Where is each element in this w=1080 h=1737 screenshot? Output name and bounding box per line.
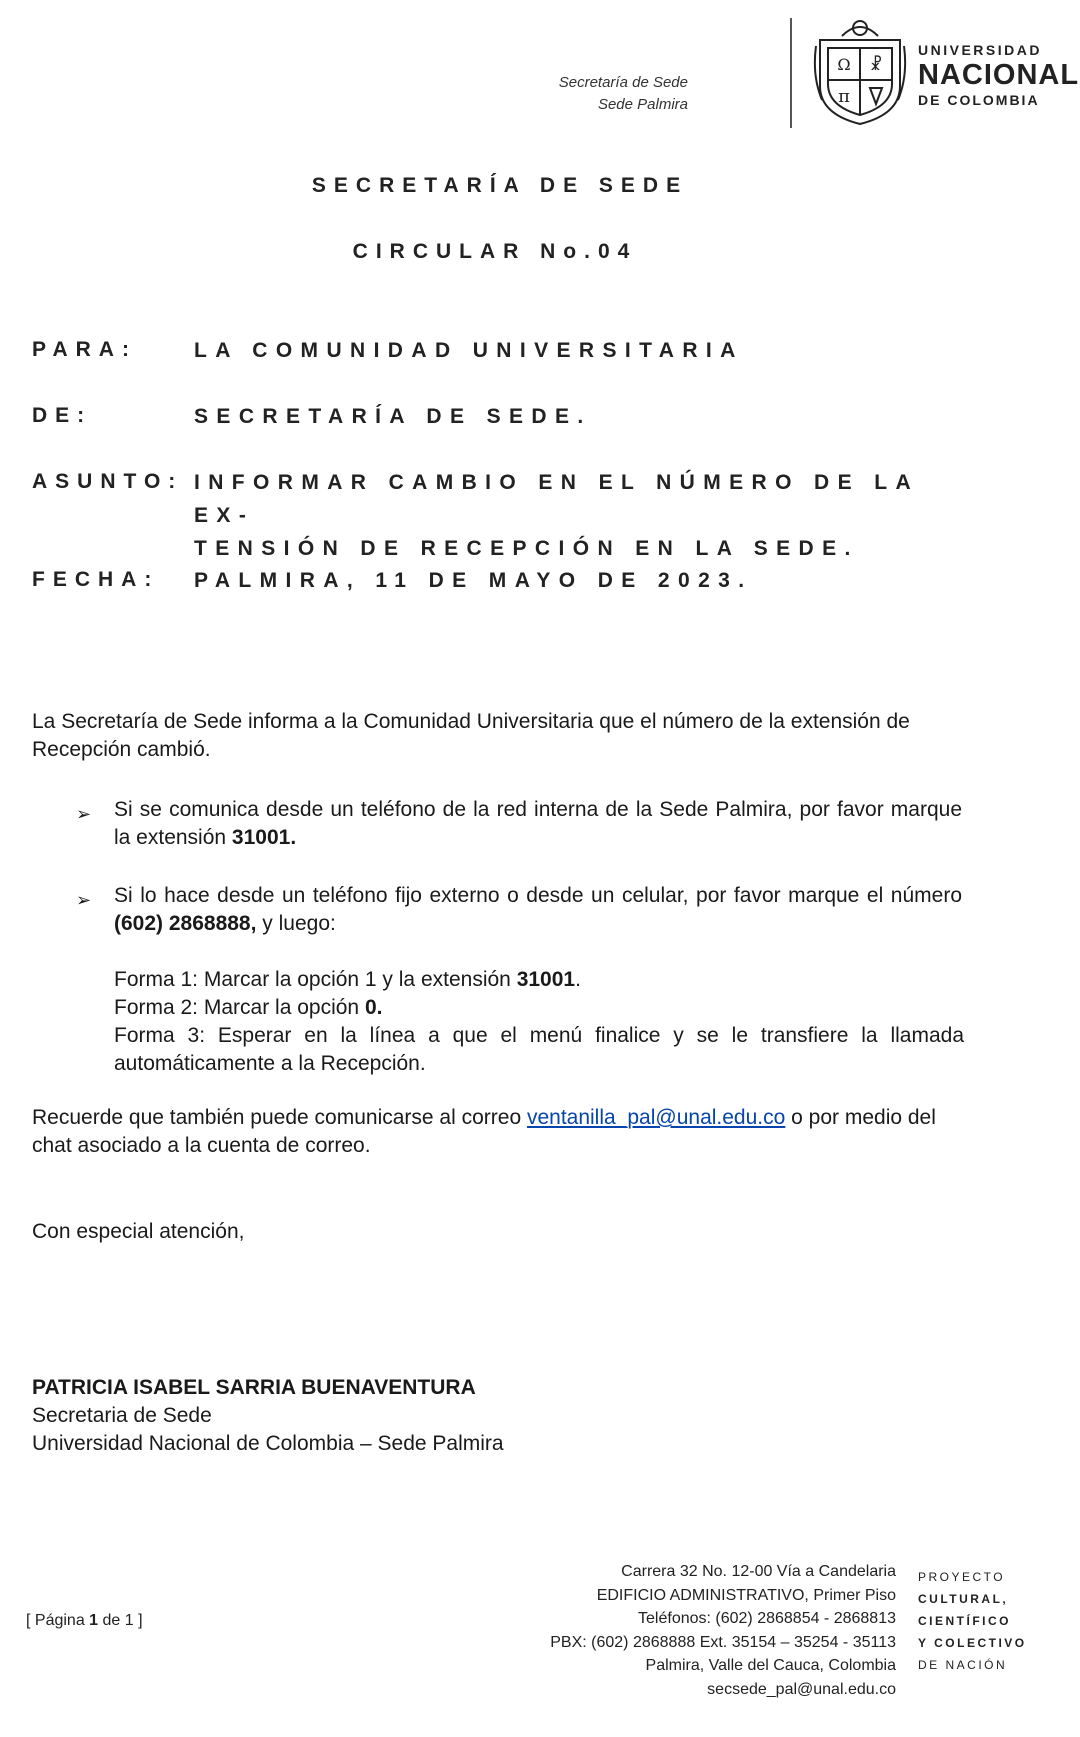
svg-text:☧: ☧ [869,55,883,74]
address-line: Teléfonos: (602) 2868854 - 2868813 [638,1610,896,1627]
address-line: Carrera 32 No. 12-00 Vía a Candelaria [621,1563,896,1580]
bullet-arrow-icon: ➢ [76,804,92,824]
forma-1 [114,966,964,994]
footer-address [550,1560,896,1701]
page-mid: de [98,1612,125,1629]
slogan-line: CIENTÍFICO [918,1614,1011,1628]
contact-text: Recuerde que también puede comunicarse al correo [32,1106,527,1129]
signer-name: PATRICIA ISABEL SARRIA BUENAVENTURA [32,1376,476,1399]
forma-2-text: Forma 2: Marcar la opción [114,996,365,1019]
signer-role: Secretaria de Sede [32,1404,212,1427]
address-line: EDIFICIO ADMINISTRATIVO, Primer Piso [596,1586,896,1604]
svg-text:π: π [838,86,850,107]
university-line-1: UNIVERSIDAD [918,42,1042,58]
bullet-internal-phone [114,796,962,852]
header-divider [790,18,792,128]
forma-1-text: Forma 1: Marcar la opción 1 y la extensión [114,968,517,991]
bullet-1-text: Si se comunica desde un teléfono de la red interna de la Sede Palmira, por favor marque la extensión [114,798,962,849]
address-line: PBX: (602) 2868888 Ext. 35154 – 35254 - 35113 [550,1633,896,1651]
university-line-2: NACIONAL [918,59,1080,91]
page-suffix: ] [133,1612,143,1629]
address-line: Palmira, Valle del Cauca, Colombia [645,1657,896,1674]
bullet-external-phone [114,882,962,938]
asunto-label: ASUNTO: [32,470,184,493]
asunto-value [194,466,974,565]
closing-salutation: Con especial atención, [32,1220,245,1243]
department-line-2: Sede Palmira [597,96,688,113]
project-slogan [918,1566,1027,1676]
de-value: SECRETARÍA DE SEDE. [194,405,592,428]
page-number [26,1612,143,1630]
contact-tail: o por medio del chat asociado a la cuenta de correo. [32,1106,936,1157]
asunto-value-line-1: INFORMAR CAMBIO EN EL NÚMERO DE LA EX- [194,471,919,527]
slogan-line: CULTURAL, [918,1592,1009,1606]
slogan-line: Y COLECTIVO [918,1636,1027,1650]
university-logo-text [918,42,1079,108]
department-line-1: Secretaría de Sede [558,74,688,91]
department-name [559,72,688,116]
page-prefix: [ Página [26,1612,90,1629]
internal-extension: 31001. [231,826,297,849]
document-title: SECRETARÍA DE SEDE [311,174,689,197]
signature-block [32,1374,504,1458]
forma-1-extension: 31001 [516,968,576,991]
bullet-2-tail: y luego: [256,912,336,935]
intro-paragraph: La Secretaría de Sede informa a la Comunidad Universitaria que el número de la extensión de Recepción cambió. [32,710,910,761]
asunto-value-line-2: TENSIÓN DE RECEPCIÓN EN LA SEDE. [194,537,859,560]
contact-paragraph [32,1104,962,1160]
address-email: secsede_pal@unal.edu.co [707,1680,896,1698]
page-total: 1 [124,1612,134,1629]
slogan-line: DE NACIÓN [918,1658,1008,1672]
de-label: DE: [32,404,93,427]
slogan-line: PROYECTO [918,1570,1006,1584]
bullet-arrow-icon: ➢ [76,890,92,910]
forma-2 [114,994,964,1022]
forma-3: Forma 3: Esperar en la línea a que el menú finalice y se le transfiere la llamada automáticamente a la Recepción. [114,1024,964,1075]
fecha-label: FECHA: [32,568,160,591]
dialing-options [114,966,964,1078]
page-current: 1 [89,1612,99,1629]
fecha-value: PALMIRA, 11 DE MAYO DE 2023. [194,569,753,592]
pbx-number: (602) 2868888, [114,912,257,935]
svg-text:Ω: Ω [837,55,851,74]
circular-number: CIRCULAR No.04 [352,240,638,263]
contact-email-link[interactable]: ventanilla_pal@unal.edu.co [526,1106,786,1129]
bullet-2-text: Si lo hace desde un teléfono fijo externo o desde un celular, por favor marque el número [114,884,962,907]
para-label: PARA: [32,338,137,361]
university-line-3: DE COLOMBIA [918,92,1040,108]
para-value: LA COMUNIDAD UNIVERSITARIA [194,339,744,362]
forma-1-tail: . [575,968,581,991]
forma-2-option: 0. [364,996,383,1019]
university-seal-icon [812,16,908,128]
signer-institution: Universidad Nacional de Colombia – Sede Palmira [32,1432,504,1455]
